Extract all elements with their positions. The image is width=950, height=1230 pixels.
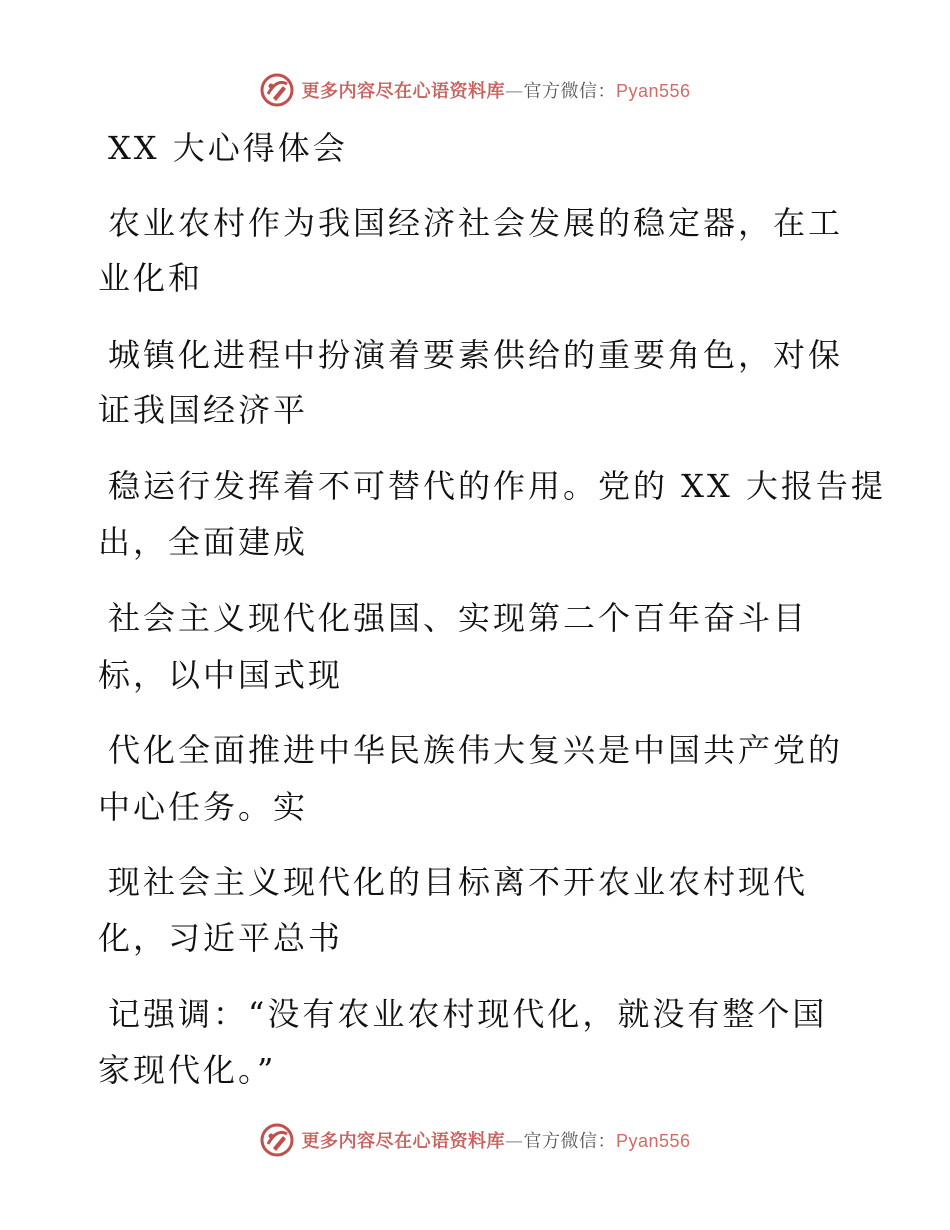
watermark-label: 官方微信：: [523, 81, 616, 102]
body-line-8: 标，以中国式现: [98, 656, 344, 694]
watermark-text: 更多内容尽在心语资料库: [301, 1131, 505, 1152]
brand-logo-icon: [259, 72, 295, 108]
watermark-separator: —: [504, 81, 524, 102]
body-line-13: 记强调：“没有农业农村现代化，就没有整个国: [108, 995, 828, 1033]
brand-logo-icon: [259, 1122, 295, 1158]
watermark-separator: —: [504, 1131, 524, 1152]
watermark-text: 更多内容尽在心语资料库: [301, 81, 505, 102]
body-line-6: 出，全面建成: [98, 523, 309, 561]
body-line-5: 稳运行发挥着不可替代的作用。党的 XX 大报告提: [108, 467, 886, 505]
watermark-wechat-id: Pyan556: [615, 1131, 691, 1151]
watermark-wechat-id: Pyan556: [615, 81, 691, 101]
footer-watermark: [0, 1120, 950, 1160]
body-line-12: 化，习近平总书: [98, 919, 344, 957]
body-line-2: 业化和: [98, 259, 204, 297]
header-watermark: [0, 70, 950, 110]
body-line-1: 农业农村作为我国经济社会发展的稳定器，在工: [108, 204, 844, 242]
body-line-10: 中心任务。实: [98, 788, 309, 826]
body-line-11: 现社会主义现代化的目标离不开农业农村现代: [108, 863, 809, 901]
watermark-label: 官方微信：: [523, 1131, 616, 1152]
body-line-14: 家现代化。”: [98, 1051, 277, 1089]
document-title: XX 大心得体会: [108, 129, 348, 167]
body-line-7: 社会主义现代化强国、实现第二个百年奋斗目: [108, 599, 809, 637]
body-line-3: 城镇化进程中扮演着要素供给的重要角色，对保: [108, 336, 844, 374]
body-line-4: 证我国经济平: [98, 391, 309, 429]
body-line-9: 代化全面推进中华民族伟大复兴是中国共产党的: [108, 731, 844, 769]
